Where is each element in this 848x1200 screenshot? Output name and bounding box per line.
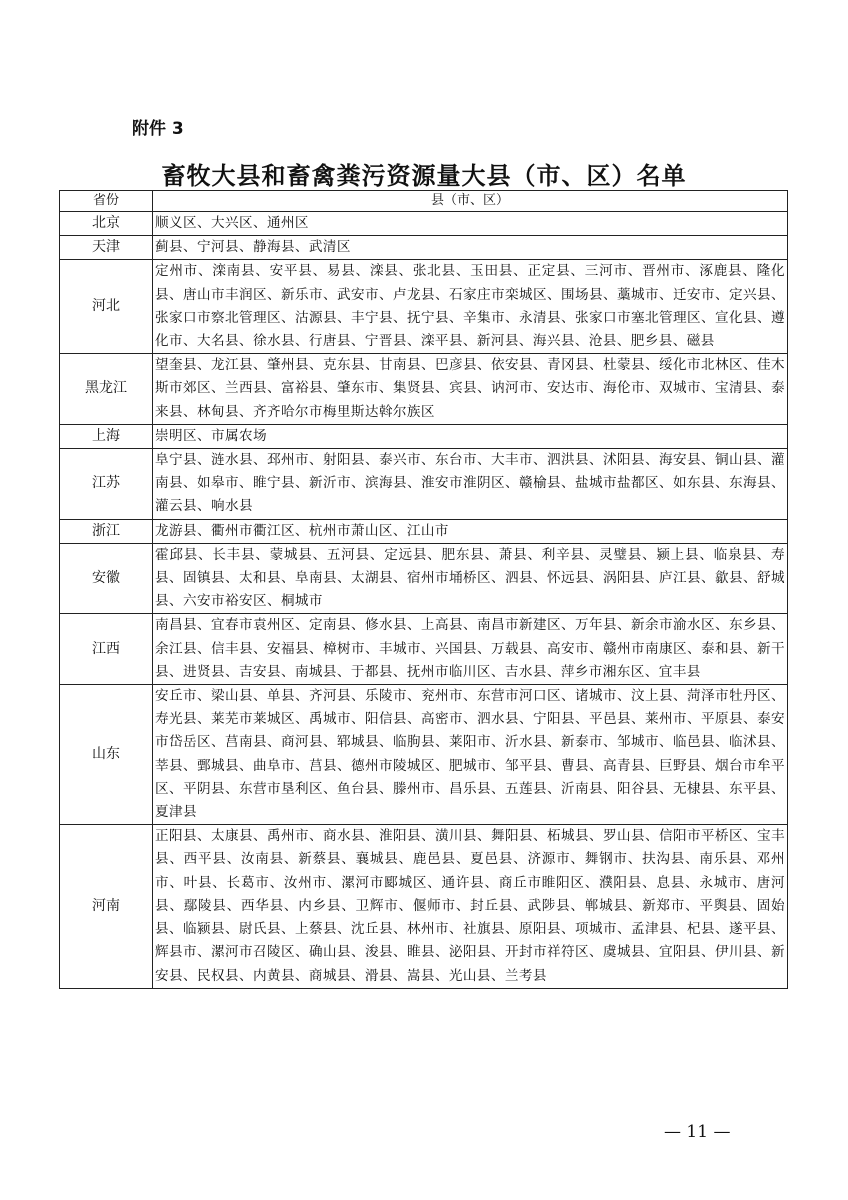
table-row <box>60 449 788 520</box>
counties-cell: 霍邱县、长丰县、蒙城县、五河县、定远县、肥东县、萧县、利辛县、灵璧县、颍上县、临泉县、寿县、固镇县、太和县、阜南县、太湖县、宿州市埇桥区、泗县、怀远县、涡阳县、庐江县、歙县、舒城县、六安市裕安区、桐城市 <box>153 543 788 614</box>
table-row <box>60 354 788 425</box>
table-row <box>60 424 788 448</box>
header-province: 省份 <box>60 191 153 212</box>
province-cell: 山东 <box>60 685 153 825</box>
counties-cell: 龙游县、衢州市衢江区、杭州市萧山区、江山市 <box>153 519 788 543</box>
page-number: — 11 — <box>664 1122 731 1142</box>
province-cell: 河南 <box>60 825 153 988</box>
table-header-row <box>60 191 788 212</box>
province-cell: 河北 <box>60 260 153 354</box>
table-row <box>60 212 788 236</box>
province-cell: 江西 <box>60 614 153 685</box>
province-cell: 安徽 <box>60 543 153 614</box>
province-cell: 黑龙江 <box>60 354 153 425</box>
counties-cell: 望奎县、龙江县、肇州县、克东县、甘南县、巴彦县、依安县、青冈县、杜蒙县、绥化市北林区、佳木斯市郊区、兰西县、富裕县、肇东市、集贤县、宾县、讷河市、安达市、海伦市、双城市、宝清县、泰来县、林甸县、齐齐哈尔市梅里斯达斡尔族区 <box>153 354 788 425</box>
counties-cell: 顺义区、大兴区、通州区 <box>153 212 788 236</box>
table-row <box>60 825 788 988</box>
table-row <box>60 260 788 354</box>
province-cell: 浙江 <box>60 519 153 543</box>
counties-cell: 阜宁县、涟水县、邳州市、射阳县、泰兴市、东台市、大丰市、泗洪县、沭阳县、海安县、铜山县、灌南县、如皋市、睢宁县、新沂市、滨海县、淮安市淮阴区、赣榆县、盐城市盐都区、如东县、东海县、灌云县、响水县 <box>153 449 788 520</box>
province-cell: 北京 <box>60 212 153 236</box>
table-row <box>60 685 788 825</box>
header-counties: 县（市、区） <box>153 191 788 212</box>
table-row <box>60 543 788 614</box>
table-row <box>60 614 788 685</box>
province-cell: 天津 <box>60 236 153 260</box>
table-row <box>60 236 788 260</box>
counties-cell: 崇明区、市属农场 <box>153 424 788 448</box>
document-title: 畜牧大县和畜禽粪污资源量大县（市、区）名单 <box>161 162 687 190</box>
counties-cell: 蓟县、宁河县、静海县、武清区 <box>153 236 788 260</box>
counties-cell: 南昌县、宜春市袁州区、定南县、修水县、上高县、南昌市新建区、万年县、新余市渝水区、东乡县、余江县、信丰县、安福县、樟树市、丰城市、兴国县、万载县、高安市、赣州市南康区、泰和县、新干县、进贤县、吉安县、南城县、于都县、抚州市临川区、吉水县、萍乡市湘东区、宜丰县 <box>153 614 788 685</box>
county-list-table <box>59 190 788 989</box>
counties-cell: 正阳县、太康县、禹州市、商水县、淮阳县、潢川县、舞阳县、柘城县、罗山县、信阳市平桥区、宝丰县、西平县、汝南县、新蔡县、襄城县、鹿邑县、夏邑县、济源市、舞钢市、扶沟县、南乐县、邓州市、叶县、长葛市、汝州市、漯河市郾城区、通许县、商丘市睢阳区、濮阳县、息县、永城市、唐河县、鄢陵县、西华县、内乡县、卫辉市、偃师市、封丘县、武陟县、郸城县、新郑市、平舆县、固始县、临颍县、尉氏县、上蔡县、沈丘县、林州市、社旗县、原阳县、项城市、孟津县、杞县、遂平县、辉县市、漯河市召陵区、确山县、浚县、睢县、泌阳县、开封市祥符区、虞城县、宜阳县、伊川县、新安县、民权县、内黄县、商城县、滑县、嵩县、光山县、兰考县 <box>153 825 788 988</box>
attachment-label: 附件 3 <box>132 119 184 139</box>
province-cell: 上海 <box>60 424 153 448</box>
counties-cell: 安丘市、梁山县、单县、齐河县、乐陵市、兖州市、东营市河口区、诸城市、汶上县、菏泽市牡丹区、寿光县、莱芜市莱城区、禹城市、阳信县、高密市、泗水县、宁阳县、平邑县、莱州市、平原县、泰安市岱岳区、莒南县、商河县、郓城县、临朐县、莱阳市、沂水县、新泰市、邹城市、临邑县、临沭县、莘县、鄄城县、曲阜市、莒县、德州市陵城区、肥城市、邹平县、曹县、高青县、巨野县、烟台市牟平区、平阴县、东营市垦利区、鱼台县、滕州市、昌乐县、五莲县、沂南县、阳谷县、无棣县、东平县、夏津县 <box>153 685 788 825</box>
counties-cell: 定州市、滦南县、安平县、易县、滦县、张北县、玉田县、正定县、三河市、晋州市、涿鹿县、隆化县、唐山市丰润区、新乐市、武安市、卢龙县、石家庄市栾城区、围场县、藁城市、迁安市、定兴县、张家口市察北管理区、沽源县、丰宁县、抚宁县、辛集市、永清县、张家口市塞北管理区、宣化县、遵化市、大名县、徐水县、行唐县、宁晋县、滦平县、新河县、海兴县、沧县、肥乡县、磁县 <box>153 260 788 354</box>
table-row <box>60 519 788 543</box>
province-cell: 江苏 <box>60 449 153 520</box>
